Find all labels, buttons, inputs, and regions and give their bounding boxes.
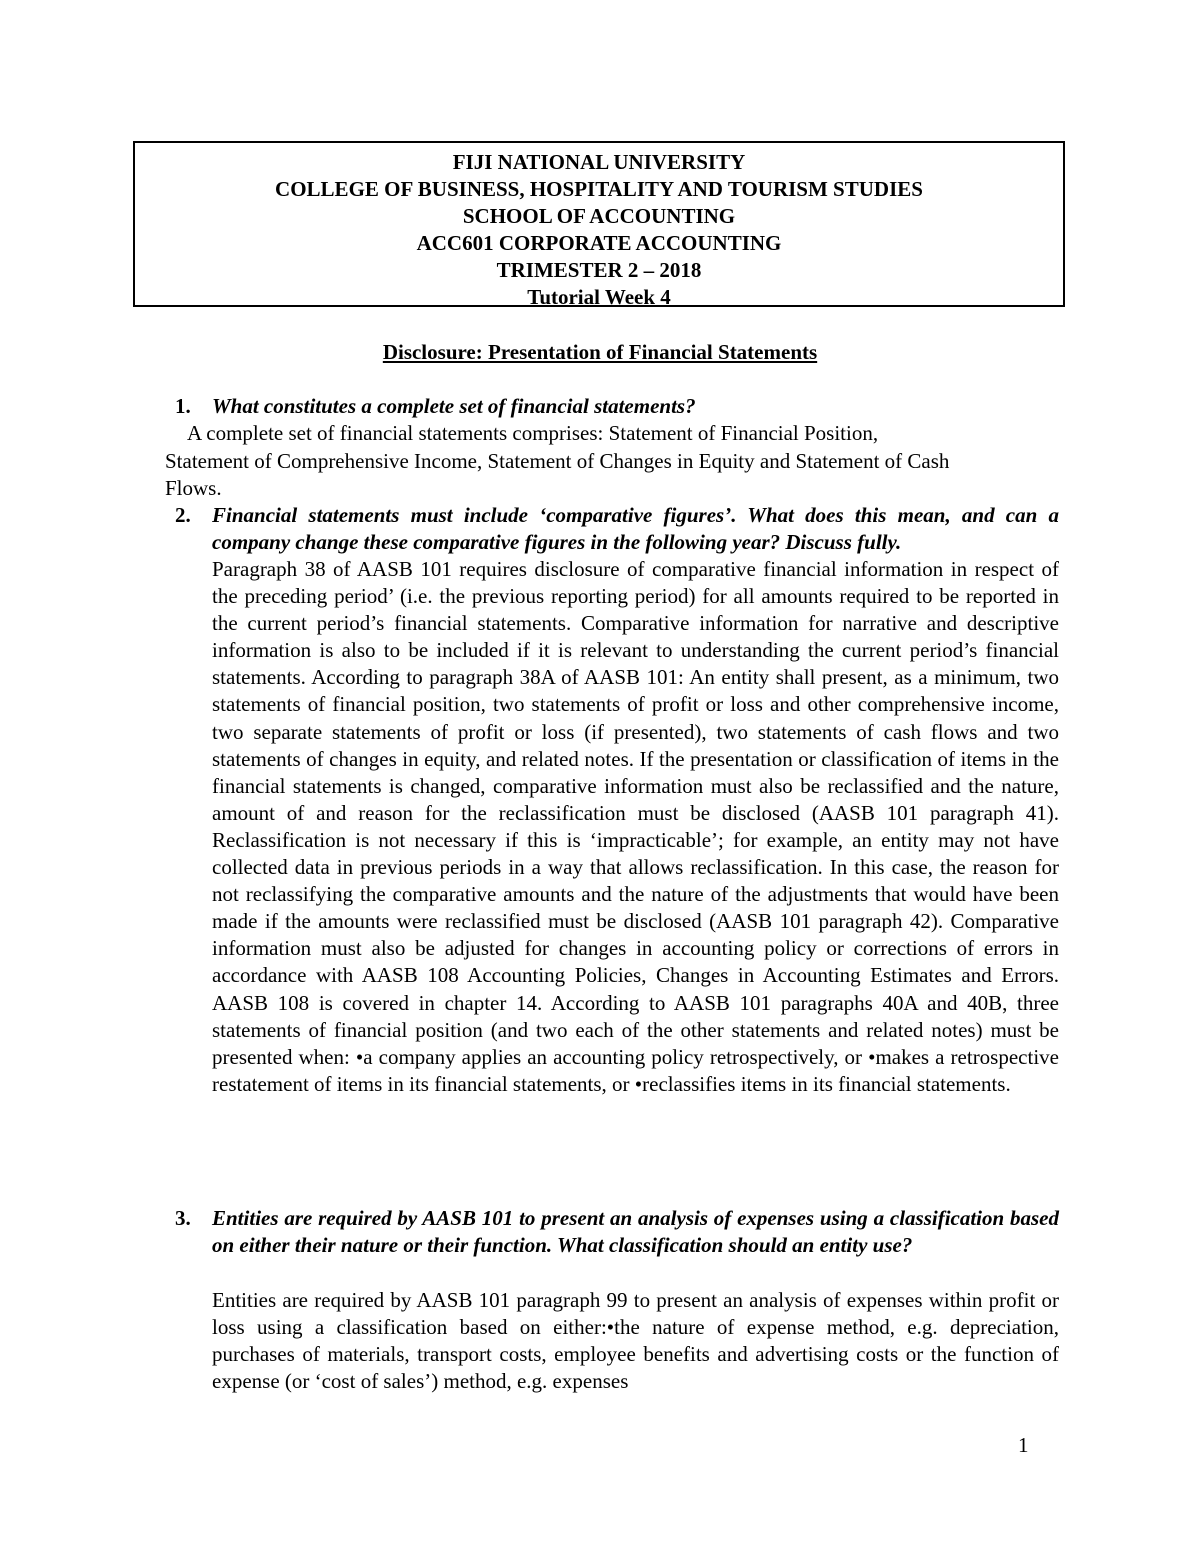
trimester: TRIMESTER 2 – 2018 [496, 258, 702, 282]
answer-line: Flows. [165, 476, 222, 500]
answer-1 [165, 420, 1065, 503]
tutorial-week: Tutorial Week 4 [527, 285, 671, 309]
course-name: ACC601 CORPORATE ACCOUNTING [416, 231, 782, 255]
school-name: SCHOOL OF ACCOUNTING [462, 204, 736, 228]
question-text: Entities are required by AASB 101 to present an analysis of expenses using a classification based on either their nature or their function. What classification should an entity use? [212, 1206, 1059, 1257]
question-1 [175, 393, 1059, 420]
question-text: Financial statements must include ‘comparative figures’. What does this mean, and can a company change these comparative figures in the following year? Discuss fully. [212, 503, 1059, 554]
question-3 [175, 1205, 1059, 1259]
answer-line: A complete set of financial statements comprises: Statement of Financial Position, [187, 421, 879, 445]
university-name: FIJI NATIONAL UNIVERSITY [452, 150, 746, 174]
question-2 [175, 502, 1059, 556]
answer-line: Statement of Comprehensive Income, Statement of Changes in Equity and Statement of Cash [165, 448, 950, 473]
question-number: 1. [175, 394, 191, 418]
answer-3: Entities are required by AASB 101 paragraph 99 to present an analysis of expenses within profit or loss using a classification based on either:•the nature of expense method, e.g. depreciation, purchases of materials, transport costs, employee benefits and advertising costs or the function of expense (or ‘cost of sales’) method, e.g. expenses [212, 1288, 1059, 1394]
page-number: 1 [1018, 1433, 1029, 1457]
college-name: COLLEGE OF BUSINESS, HOSPITALITY AND TOURISM STUDIES [275, 177, 923, 201]
header-box [133, 141, 1065, 307]
question-number: 2. [175, 503, 191, 527]
page-title: Disclosure: Presentation of Financial Statements [382, 340, 818, 364]
question-number: 3. [175, 1206, 191, 1230]
answer-2: Paragraph 38 of AASB 101 requires disclosure of comparative financial information in respect of the preceding period’ (i.e. the previous reporting period) for all amounts required to be reported in the current period’s financial statements. Comparative information for narrative and descriptive information is also to be included if it is relevant to understanding the current period’s financial statements. According to paragraph 38A of AASB 101: An entity shall present, as a minimum, two statements of financial position, two statements of profit or loss and other comprehensive income, two separate statements of profit or loss (if presented), two statements of cash flows and two statements of changes in equity, and related notes. If the presentation or classification of items in the financial statements is changed, comparative information must also be reclassified and the nature, amount of and reason for the reclassification must be disclosed (AASB 101 paragraph 41). Reclassification is not necessary if this is ‘impracticable’; for example, an entity may not have collected data in previous periods in a way that allows reclassification. In this case, the reason for not reclassifying the comparative amounts and the nature of the adjustments that would have been made if the amounts were reclassified must be disclosed (AASB 101 paragraph 42). Comparative information must also be adjusted for changes in accounting policy or corrections of errors in accordance with AASB 108 Accounting Policies, Changes in Accounting Estimates and Errors. AASB 108 is covered in chapter 14. According to AASB 101 paragraphs 40A and 40B, three statements of financial position (and two each of the other statements and related notes) must be presented when: •a company applies an accounting policy retrospectively, or •makes a retrospective restatement of items in its financial statements, or •reclassifies items in its financial statements. [212, 557, 1059, 1096]
question-text: What constitutes a complete set of financial statements? [212, 394, 696, 418]
